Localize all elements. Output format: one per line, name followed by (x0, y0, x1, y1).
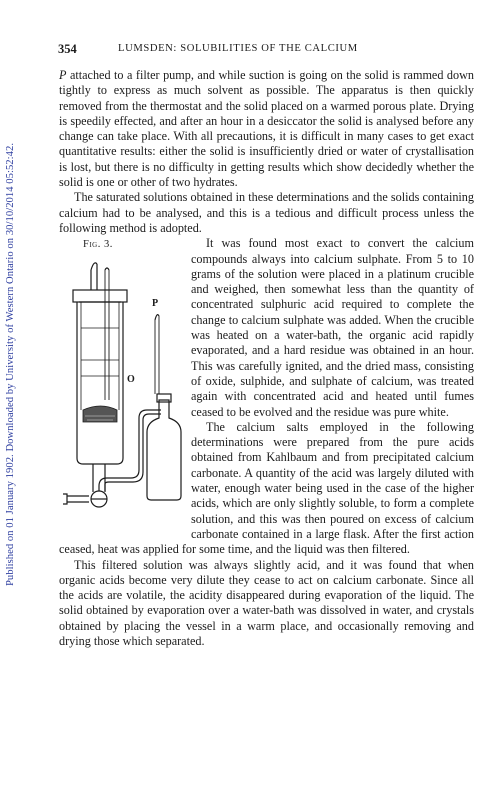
page-number: 354 (58, 42, 77, 56)
liquid-levels (81, 328, 119, 376)
paragraph-4: The calcium salts employed in the following determinations were prepared from the pure acids obtained from Kahlbaum and from precipitated calcium carbonate. A quantity of the acid was largely diluted with water, enough water being used in the case of the higher acids, which are only slightly soluble, to form a complete solution, and this was then poured on excess of calcium carbonate contained in a large flask. After the first action ceased, heat was applied for some time, and the liquid was then filtered. (59, 419, 474, 557)
tap-pipe (67, 496, 89, 502)
paragraph-5: This filtered solution was always slightly acid, and it was found that when organic acids become very dilute they cease to act on calcium carbonate. Since all the acids are volatile, the acidity disappeared during evaporation of the liquid. The solid obtained by evaporation over a water-bath was dissolved in water, and crystals obtained by placing the vessel in a warm place, and occasionally removing and drying those which separated. (59, 557, 474, 648)
top-stopper (73, 290, 127, 302)
jacket-tube (77, 302, 123, 464)
tube-p (155, 316, 159, 394)
label-o: O (127, 374, 135, 386)
figure-caption: Fig. 3. (83, 239, 113, 251)
page-header (58, 42, 474, 56)
download-notice (4, 14, 18, 714)
paragraph-2-first-line: The saturated solutions obtained in these determinations and the solids containing calcium had to be analysed, and this is a tedious and difficult process unless the following method is adopted. (59, 190, 474, 235)
apparatus-figure (59, 236, 185, 532)
download-notice-text: Published on 01 January 1902. Downloaded by University of Western Ontario on 30/10/2014 05:52:42. (5, 142, 17, 586)
paragraph-2 (59, 190, 474, 236)
article-body (59, 68, 474, 649)
solid-mass (83, 406, 117, 422)
label-p: P (152, 298, 159, 310)
apparatus-drawing (59, 250, 185, 532)
paragraph-1 (59, 68, 474, 190)
paragraph-3: It was found most exact to convert the calcium compounds always into calcium sulphate. From 5 to 10 grams of the solution were placed in a platinum crucible and weighed, then somewhat less than the quantity of concentrated sulphuric acid required to complete the change to calcium sulphate was added. When the crucible was heated on a water-bath, the organic acid rapidly evaporated, and a hard residue was obtained in an hour. This was carefully ignited, and the dried mass, consisting of oxide, sulphide, and sulphate of calcium, was treated again with concentrated acid and heated until fumes ceased to be evolved and the residue was pure white. (191, 236, 474, 419)
flask-p (147, 400, 181, 500)
apparatus-letter: P (59, 68, 67, 82)
running-title: LUMSDEN: SOLUBILITIES OF THE CALCIUM (118, 43, 358, 54)
paragraph-1-text: attached to a filter pump, and while suction is going on the solid is rammed down tightly to express as much solvent as possible. The apparatus is then quickly removed from the thermostat and the solid placed on a warmed porous plate. Drying is speedily effected, and after an hour in a desiccator the solid is analysed before any change can take place. With all precautions, it is difficult in many cases to get exact quantitative results: either the solid is insufficiently dried or water of crystallisation is lost, but there is no difficulty in getting results which show decidedly whether the solid is one or other of two hydrates. (59, 68, 474, 190)
